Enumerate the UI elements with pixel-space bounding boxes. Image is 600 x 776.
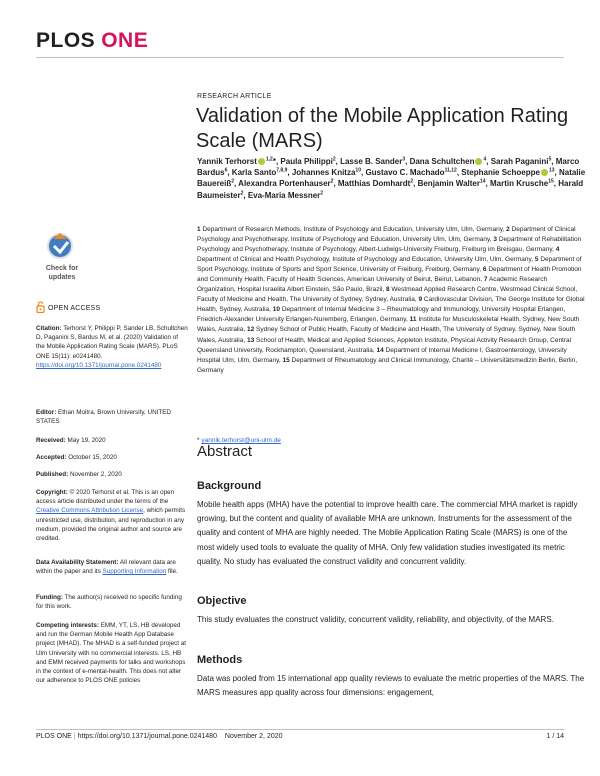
author-name: Gustavo C. Machado bbox=[365, 168, 445, 178]
background-text: Mobile health apps (MHA) have the potential to improve health care. The commercial MHA market is rapidly growing, but the content and quality of available MHA are unknown. Instruments for the assessment of the quality and content of MHA are highly needed. The Mobile Application Rating Scale (MARS) is one of the most widely used tools to evaluate the quality of MHA. Only few validation studies investigated its metric quality. No study has evaluated the construct validity and concurrent validity. bbox=[197, 500, 578, 566]
author-affiliation-mark: 2 bbox=[330, 178, 334, 185]
affiliation: Department of Health Promotion and Community Health, Faculty of Health Sciences, American University of Beirut, Beirut, Lebanon, bbox=[197, 266, 582, 284]
footer-doi-link[interactable]: https://doi.org/10.1371/journal.pone.0241480 bbox=[77, 733, 217, 740]
received-label: Received: bbox=[36, 437, 66, 444]
accepted-label: Accepted: bbox=[36, 454, 67, 461]
editor-text: Ethan Moitra, Brown University, UNITED STATES bbox=[36, 409, 171, 426]
author-affiliation-mark: 2 bbox=[320, 189, 324, 196]
citation-block bbox=[36, 324, 188, 370]
citation-label: Citation: bbox=[36, 325, 62, 332]
published-label: Published: bbox=[36, 471, 69, 478]
author-name: Martin Krusche bbox=[489, 179, 549, 189]
published-block bbox=[36, 470, 188, 479]
affiliation: Department of Sport Psychology, Institute of Sports and Sport Science, University of Freiburg, Freiburg, Germany, bbox=[197, 256, 582, 274]
editor-label: Editor: bbox=[36, 409, 57, 416]
article-title: Validation of the Mobile Application Rating Scale (MARS) bbox=[196, 105, 569, 152]
journal-logo bbox=[36, 29, 148, 53]
affiliation: Sydney School of Public Health, Faculty of Medicine and Health, The University of Sydney, Sydney, New South Wales, Australia, bbox=[197, 326, 576, 344]
author-list: Yannik Terhorst $^{1,2}$*, Paula Philippi$^2$, Lasse B. Sander$^3$, Dana Schultchen $^4$, Sarah Paganini$^5$, Marco Bardus$^6$, Karla Santo$^{7,8,9}$, Johannes Knitza$^{10}$, Gustavo C. Machado$^{11,12}$, Stephanie Schoeppe $^{13}$, Natalie Bauereiß$^2$, Alexandra Portenhauser$^2$, Matthias Domhardt$^2$, Benjamin Walter$^{14}$, Martin Krusche$^{15}$, Harald Baumeister$^2$, Eva-Maria Messner$^2$ bbox=[197, 156, 586, 200]
article-type: RESEARCH ARTICLE bbox=[197, 93, 272, 100]
copyright-label: Copyright: bbox=[36, 489, 68, 496]
author-name: Paula Philippi bbox=[280, 157, 333, 166]
objective-heading: Objective bbox=[197, 595, 247, 607]
orcid-icon[interactable] bbox=[258, 158, 265, 165]
author-name: Natalie Bauereiß bbox=[197, 168, 586, 189]
funding-text: The author(s) received no specific funding for this work. bbox=[36, 594, 182, 611]
affiliation: Department of Rheumatology and Clinical Immunology, Charité – Universitätsmedizin Berlin, Berlin, Germany bbox=[197, 356, 578, 374]
data-availability-block bbox=[36, 558, 188, 576]
abstract-heading: Abstract bbox=[197, 443, 253, 460]
competing-interests-block bbox=[36, 621, 188, 685]
author-affiliation-mark: 14 bbox=[479, 178, 486, 185]
email-mark: * bbox=[197, 437, 200, 444]
affiliation: Department of Research Methods, Institute of Psychology and Education, University Ulm, Ulm, Germany, bbox=[202, 226, 505, 233]
orcid-icon[interactable] bbox=[475, 158, 482, 165]
author-affiliation-mark: 2 bbox=[231, 178, 235, 185]
editor-block bbox=[36, 408, 188, 426]
affiliation: Department of Rehabilitation Psychology and Psychotherapy, Institute of Psychology, Albert-Ludwigs-University Freiburg, Freiburg im Breisgau, Germany, bbox=[197, 236, 582, 254]
affiliations: 1 Department of Research Methods, Institute of Psychology and Education, University Ulm, Ulm, Germany, 2 Department of Clinical Psychology and Psychotherapy, Institute of Psychology and Education, University Ulm, Ulm, Germany, 3 Department of Rehabilitation Psychology and Psychotherapy, Institute of Psychology, Albert-Ludwigs-University Freiburg, Freiburg im Breisgau, Germany, 4 Department of Clinical and Health Psychology, Institute of Psychology and Education, University Ulm, Ulm, Germany, 5 Department of Sport Psychology, Institute of Sports and Sport Science, University of Freiburg, Freiburg, Germany, 6 Department of Health Promotion and Community Health, Faculty of Health Sciences, American University of Beirut, Beirut, Lebanon, 7 Academic Research Organization, Hospital Israelita Albert Einstein, São Paulo, Brazil, 8 Westmead Applied Research Centre, Westmead Clinical School, Faculty of Medicine and Health, The University of Sydney, Sydney, Australia, 9 Cardiovascular Division, The George Institute for Global Health, Sydney, Australia, 10 Department of Internal Medicine 3 – Rheumatology and Immunology, University Hospital Erlangen, Friedrich-Alexander University Erlangen-Nuremberg, Erlangen, Germany, 11 Institute for Musculoskeletal Health, Sydney, New South Wales, Australia, 12 Sydney School of Public Health, Faculty of Medicine and Health, The University of Sydney, Sydney, New South Wales, Australia, 13 School of Health, Medical and Applied Sciences, Appleton Institute, Physical Activity Research Group, Central Queensland University, Rockhampton, Queensland, Australia, 14 Department of Internal Medicine I, Gastroenterology, University Hospital Ulm, Ulm, Germany, 15 Department of Rheumatology and Clinical Immunology, Charité – Universitätsmedizin Berlin, Berlin, Germany bbox=[197, 226, 585, 374]
author-name: Marco Bardus bbox=[197, 157, 580, 178]
received-date: May 19, 2020 bbox=[67, 437, 106, 444]
footer-journal: PLOS ONE bbox=[36, 733, 72, 740]
copyright-block bbox=[36, 488, 188, 543]
author-name: Harald Baumeister bbox=[197, 179, 584, 200]
citation-text: Terhorst Y, Philippi P, Sander LB, Schultchen D, Paganini S, Bardus M, et al. (2020) Validation of the Mobile Application Rating Scale (MARS). PLoS ONE 15(11): e0241480. bbox=[36, 325, 188, 360]
methods-heading: Methods bbox=[197, 654, 243, 666]
author-affiliation-mark: 11,12 bbox=[444, 167, 457, 174]
author-name: Dana Schultchen bbox=[409, 157, 475, 166]
author-name: Johannes Knitza bbox=[291, 168, 356, 178]
email-link[interactable]: yannik.terhorst@uni-ulm.de bbox=[201, 437, 281, 444]
funding-block bbox=[36, 593, 188, 611]
author-affiliation-mark: 2 bbox=[332, 156, 336, 163]
accepted-date: October 15, 2020 bbox=[68, 454, 117, 461]
author-affiliation-mark: 15 bbox=[548, 178, 554, 185]
affiliation: Department of Internal Medicine I, Gastroenterology, University Hospital Ulm, Ulm, Germany, bbox=[197, 346, 567, 364]
author-affiliation-mark: 2 bbox=[410, 178, 414, 185]
header-divider bbox=[36, 57, 564, 58]
received-block bbox=[36, 436, 188, 445]
author-affiliation-mark: 1,2 bbox=[265, 156, 273, 163]
citation-doi-link[interactable]: https://doi.org/10.1371/journal.pone.0241480 bbox=[36, 361, 162, 369]
footer-divider bbox=[36, 729, 564, 730]
affiliation: Westmead Applied Research Centre, Westmead Clinical School, Faculty of Medicine and Health, The University of Sydney, Sydney, Australia, bbox=[197, 286, 578, 304]
objective-text: This study evaluates the construct validity, concurrent validity, reliability, and objectivity, of the MARS. bbox=[197, 615, 554, 624]
data-availability-end: file. bbox=[167, 568, 178, 576]
corresponding-mark: * bbox=[272, 157, 276, 166]
check-for-updates-label[interactable]: Check for updates bbox=[45, 265, 79, 281]
data-availability-text: All relevant data are within the paper and its bbox=[36, 559, 176, 576]
license-link[interactable]: Creative Commons Attribution License bbox=[36, 507, 144, 515]
funding-label: Funding: bbox=[36, 594, 63, 601]
copyright-text: © 2020 Terhorst et al. This is an open access article distributed under the terms of the bbox=[36, 489, 175, 506]
published-date: November 2, 2020 bbox=[69, 471, 122, 478]
affiliation: Department of Clinical Psychology and Psychotherapy, Institute of Psychology and Education, University Ulm, Ulm, Germany, bbox=[197, 226, 576, 244]
author-name: Sarah Paganini bbox=[490, 157, 549, 166]
author-name: Matthias Domhardt bbox=[337, 179, 411, 189]
affiliation: Department of Clinical and Health Psychology, Institute of Psychology and Education, University Ulm, Ulm, Germany, bbox=[197, 256, 534, 264]
author-name: Benjamin Walter bbox=[417, 179, 480, 189]
open-access-icon bbox=[36, 301, 45, 313]
affiliation: Institute for Musculoskeletal Health, Sydney, New South Wales, Australia, bbox=[197, 316, 580, 334]
accepted-block bbox=[36, 453, 188, 462]
author-name: Lasse B. Sander bbox=[340, 157, 403, 166]
author-name: Karla Santo bbox=[231, 168, 277, 178]
check-for-updates-icon[interactable] bbox=[35, 231, 85, 291]
logo-one: ONE bbox=[101, 29, 149, 52]
author-affiliation-mark: 10 bbox=[355, 167, 361, 174]
affiliation: Cardiovascular Division, The George Institute for Global Health, Sydney, Australia, bbox=[197, 296, 585, 314]
author-name: Stephanie Schoeppe bbox=[461, 168, 540, 178]
competing-interests-text: EMM, YT, LS, HB developed and run the German Mobile Health App Database project (MHAD). The MHAD is a self-funded project at Ulm University with no commercial interests. LS, HB and EMM received payments for talks and workshops in the context of e-mental-health. This does not alter our adherence to PLOS ONE policies bbox=[36, 622, 187, 685]
author-affiliation-mark: 7,8,9 bbox=[276, 167, 288, 174]
author-affiliation-mark: 6 bbox=[224, 167, 228, 174]
author-affiliation-mark: 13 bbox=[548, 167, 555, 174]
open-access-label: OPEN ACCESS bbox=[48, 305, 101, 312]
author-affiliation-mark: 4 bbox=[483, 156, 487, 163]
logo-plos: PLOS bbox=[36, 29, 96, 52]
author-name: Alexandra Portenhauser bbox=[238, 179, 331, 189]
affiliation: School of Health, Medical and Applied Sciences, Appleton Institute, Physical Activity Research Group, Central Queensland University, Rockhampton, Queensland, Australia, bbox=[197, 336, 572, 354]
copyright-text-end: , which permits unrestricted use, distribution, and reproduction in any medium, provided the original author and source are credited. bbox=[36, 507, 186, 543]
author-affiliation-mark: 3 bbox=[402, 156, 406, 163]
competing-interests-label: Competing interests: bbox=[36, 622, 99, 629]
supporting-info-link[interactable]: Supporting Information bbox=[102, 568, 167, 576]
footer-date: November 2, 2020 bbox=[224, 733, 283, 740]
author-affiliation-mark: 2 bbox=[240, 189, 244, 196]
data-availability-label: Data Availability Statement: bbox=[36, 559, 119, 566]
affiliation: Department of Internal Medicine 3 – Rheumatology and Immunology, University Hospital Erlangen, Friedrich-Alexander University Erlangen-Nuremberg, Erlangen, Germany, bbox=[197, 306, 566, 324]
affiliation: Academic Research Organization, Hospital Israelita Albert Einstein, São Paulo, Brazil, bbox=[197, 276, 548, 294]
methods-text: Data was pooled from 15 international app quality reviews to evaluate the metric properties of the MARS. The MARS measures app quality across four dimensions: engagement, bbox=[197, 674, 585, 698]
author-name: Yannik Terhorst bbox=[197, 157, 257, 166]
background-heading: Background bbox=[197, 480, 262, 492]
author-name: Eva-Maria Messner bbox=[247, 190, 321, 200]
page-number: 1 / 14 bbox=[546, 733, 564, 740]
author-affiliation-mark: 5 bbox=[548, 156, 552, 163]
orcid-icon[interactable] bbox=[541, 169, 548, 176]
